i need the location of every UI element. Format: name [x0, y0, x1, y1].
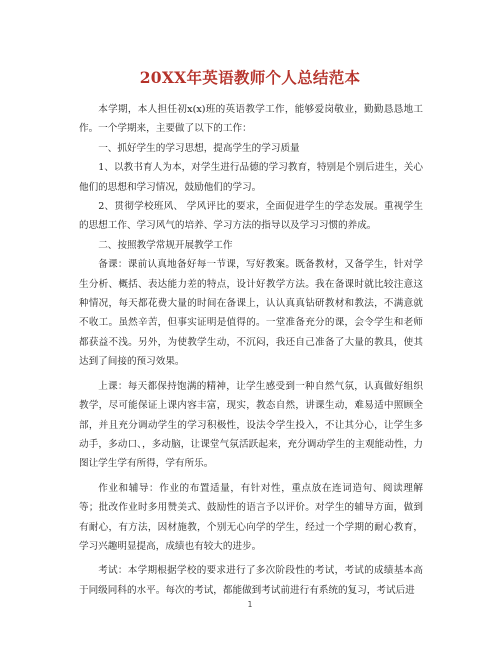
- section-heading-1: 一、抓好学生的学习思想，提高学生的学习质量: [98, 142, 300, 154]
- document-title: 20XX年英语教师个人总结范本: [139, 68, 361, 87]
- section-heading-2: 二、按照教学常规开展教学工作: [98, 239, 233, 251]
- page-number: 1: [247, 600, 253, 609]
- paragraph-intro: 本学期，本人担任初x(x)班的英语教学工作，能够爱岗敬业，勤勤恳恳地工作。一个学期来，主要做了以下的工作：: [79, 104, 423, 135]
- paragraph-class-teaching: 上课：每天都保持饱满的精神，让学生感受到一种自然气氛，认真做好组织教学，尽可能保证上课内容丰富，现实，教态自然，讲课生动，难易适中照顾全部，并且充分调动学生的学习积极性，设法令学生投入，不让其分心，让学生多动手，多动口、，多动脑，让课堂气氛活跃起来，充分调动学生的主观能动性，力图让学生学有所得，学有所乐。: [79, 380, 423, 470]
- paragraph-item-1: 1、以教书育人为本，对学生进行品德的学习教育，特别是个别后进生，关心他们的思想和学习情况，鼓励他们的学习。: [79, 162, 423, 193]
- document-body: [79, 100, 423, 600]
- paragraph-lesson-prep: 备课：课前认真地备好每一节课，写好教案。既备教材，又备学生，针对学生分析、概括、表达能力差的特点，设计好教学方法。我在备课时就比较注意这种情况，每天都花费大量的时间在备课上，认认真真钻研教材和教法，不满意就不收工。虽然辛苦，但事实证明是值得的。一堂准备充分的课，会令学生和老师都获益不浅。另外，为使教学生动，不沉闷，我还自己准备了大量的教具，使其达到了间接的预习效果。: [79, 259, 423, 368]
- paragraph-item-2: 2、贯彻学校班风、 学风评比的要求，全面促进学生的学态发展。重视学生的思想工作、学习风气的培养、学习方法的指导以及学习习惯的养成。: [79, 201, 423, 232]
- paragraph-homework: 作业和辅导：作业的布置适量，有针对性，重点放在连词造句、阅读理解等；批改作业时多用赞美式、鼓励性的语言予以评价。对学生的辅导方面，做到有耐心，有方法，因材施教，个别无心向学的学生，经过一个学期的耐心教育，学习兴趣明显提高，成绩也有较大的进步。: [79, 482, 423, 552]
- paragraph-exams: 考试：本学期根据学校的要求进行了多次阶段性的考试，考试的成绩基本高于同级同科的水平。每次的考试，都能做到考试前进行有系统的复习，考试后进: [79, 565, 423, 596]
